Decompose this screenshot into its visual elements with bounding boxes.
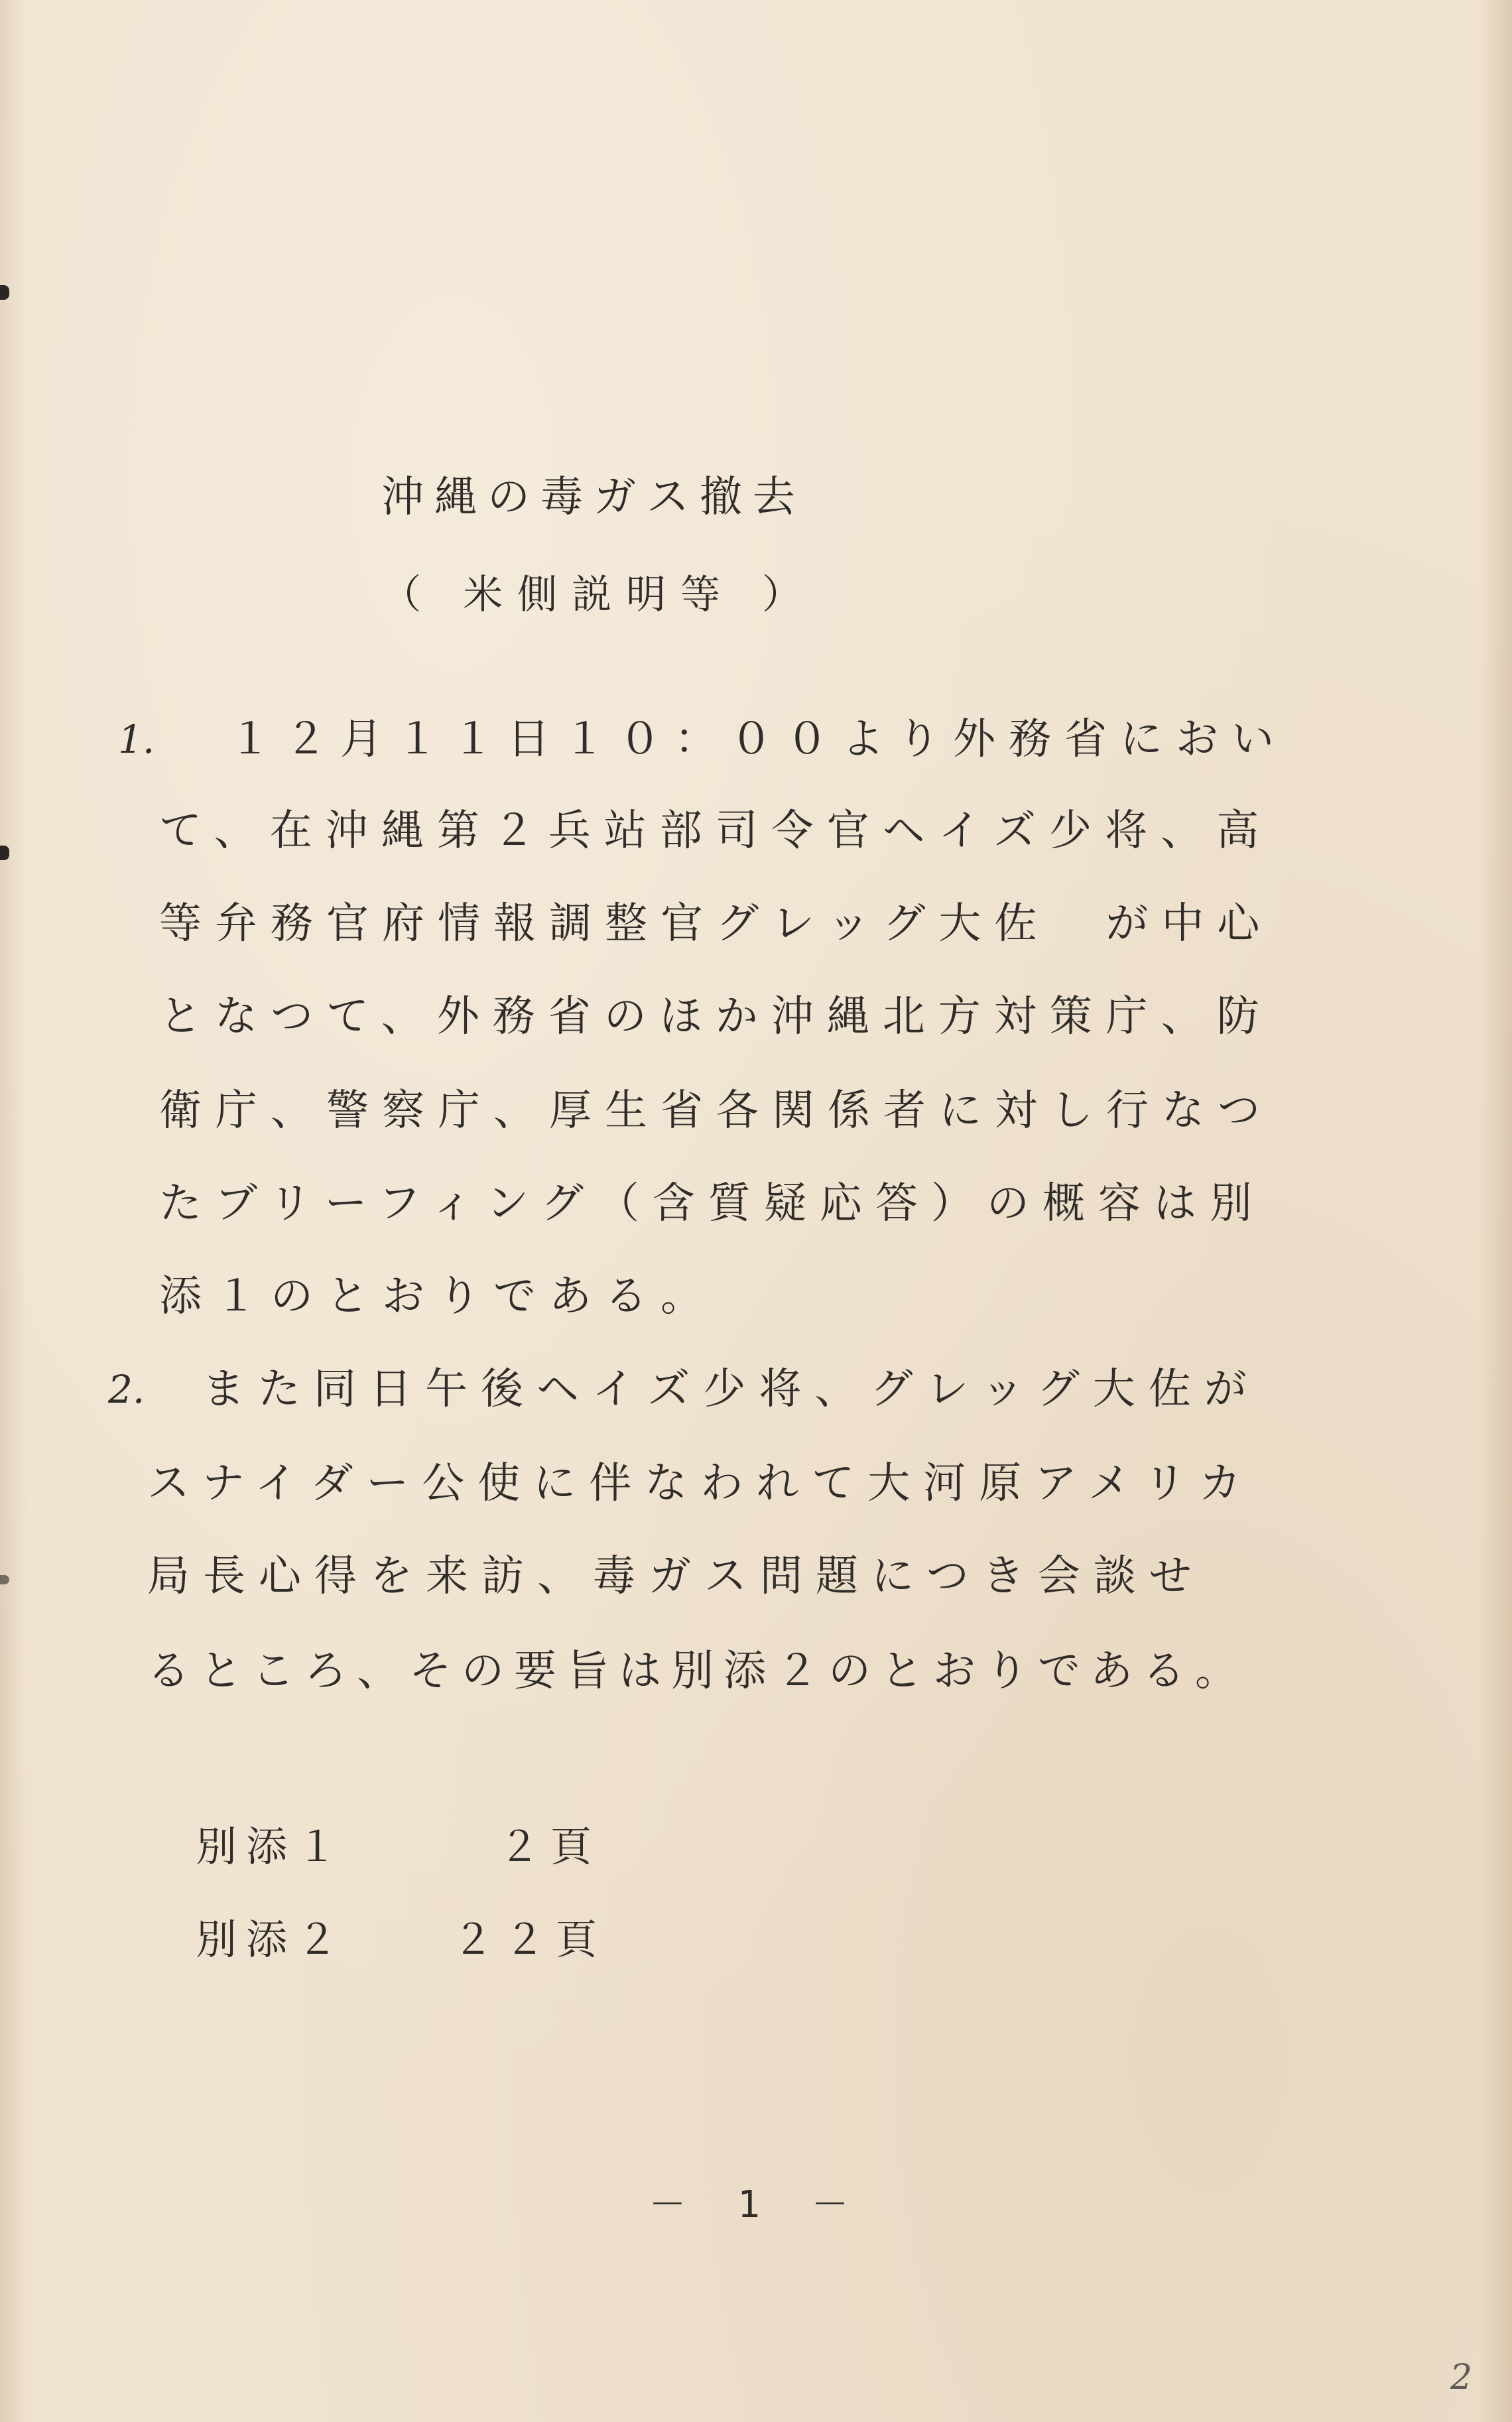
binding-hole <box>0 1575 9 1584</box>
attachment-pages: ２頁 <box>499 1822 603 1871</box>
document-title: 沖縄の毒ガス撤去 <box>381 473 806 522</box>
paragraph-line: １２月１１日１０：００より外務省におい <box>229 715 1287 764</box>
paragraph-line: スナイダー公使に伴なわれて大河原アメリカ <box>147 1459 1255 1508</box>
binding-hole <box>0 846 9 860</box>
attachment-label: 別添２ <box>196 1915 347 1964</box>
document-subtitle: （ 米側説明等 ） <box>381 572 817 618</box>
paragraph-line: となつて、外務省のほか沖縄北方対策庁、防 <box>159 992 1273 1041</box>
paragraph-line: 衛庁、警察庁、厚生省各関係者に対し行なつ <box>159 1086 1273 1135</box>
paragraph-line: 等弁務官府情報調整官グレッグ大佐 が中心 <box>159 899 1273 948</box>
binding-hole <box>0 285 9 300</box>
paragraph-line: 局長心得を来訪、毒ガス問題につき会談せ <box>147 1552 1205 1601</box>
handwritten-page-mark: 2 <box>1450 2358 1472 2397</box>
paragraph-line: るところ、その要旨は別添２のとおりである。 <box>147 1647 1247 1696</box>
item-number: 1. <box>118 717 155 762</box>
paragraph-line: また同日午後ヘイズ少将、グレッグ大佐が <box>202 1365 1260 1414</box>
attachment-label: 別添１ <box>196 1822 347 1871</box>
page-number: － 1 － <box>649 2183 863 2226</box>
attachment-pages: ２２頁 <box>452 1915 608 1964</box>
item-number: 2. <box>108 1367 145 1412</box>
paragraph-line: たブリーフィング（含質疑応答）の概容は別 <box>159 1179 1265 1228</box>
paragraph-line: 添１のとおりである。 <box>159 1272 716 1321</box>
paragraph-line: て、在沖縄第２兵站部司令官ヘイズ少将、高 <box>159 806 1273 856</box>
bleed-through-text <box>332 351 382 407</box>
